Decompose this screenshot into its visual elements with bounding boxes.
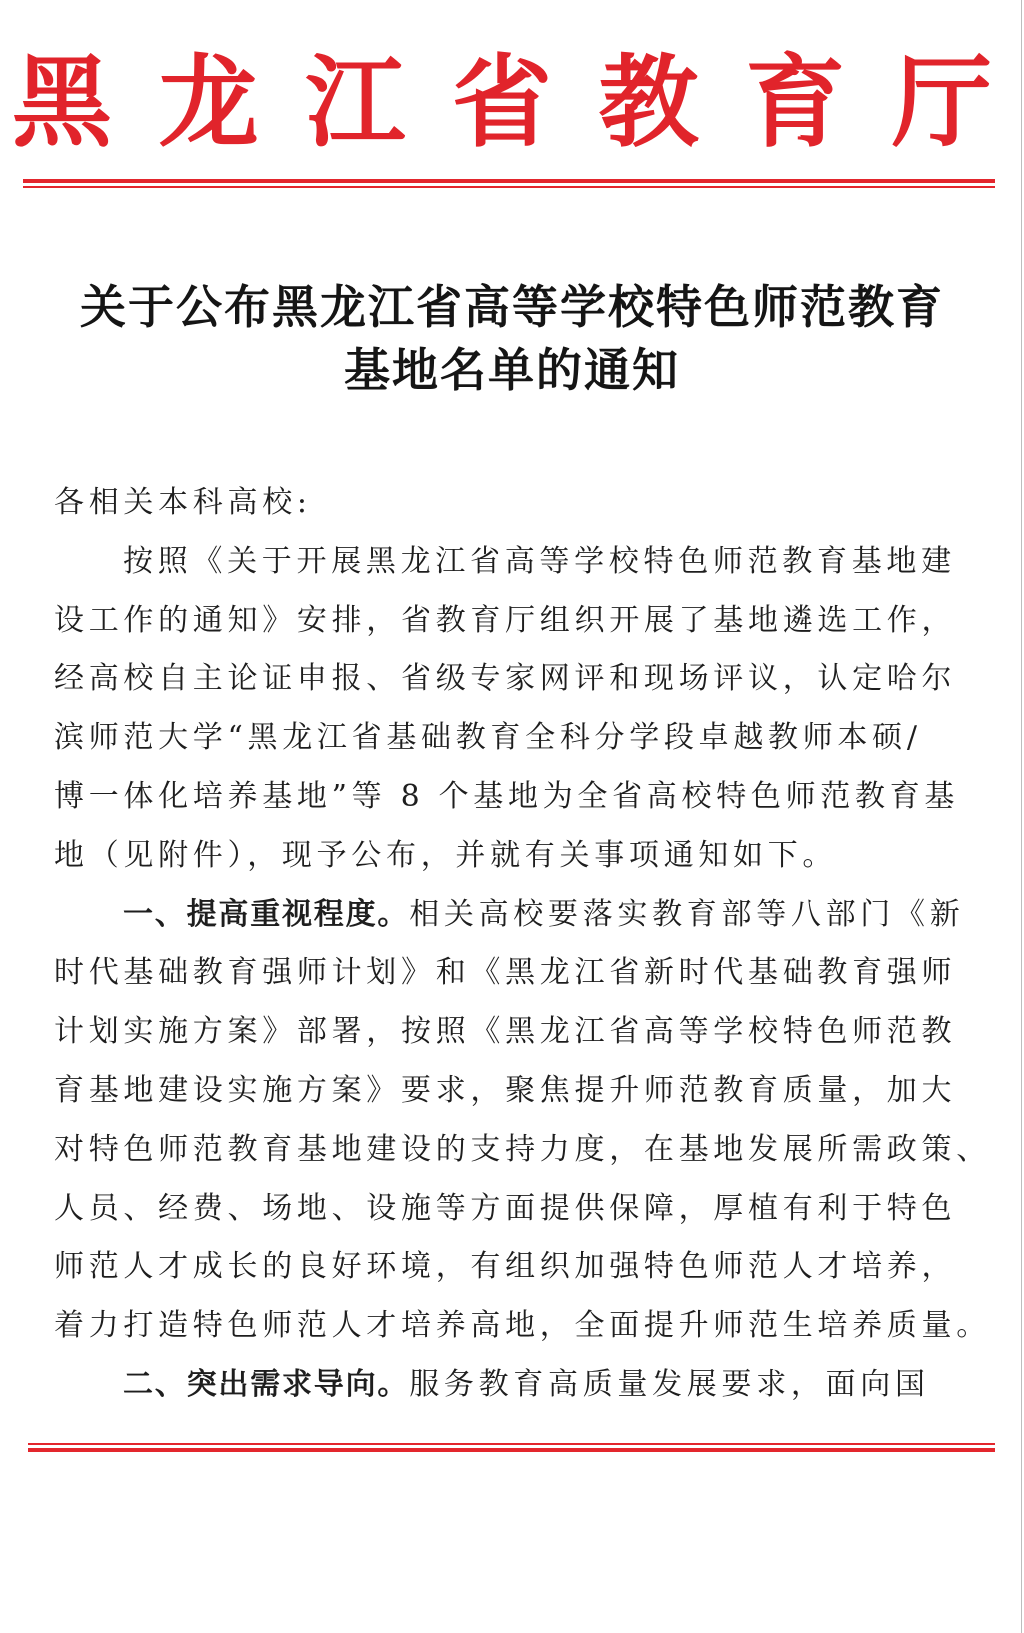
body-line: 计划实施方案》部署，按照《黑龙江省高等学校特色师范教	[54, 1014, 957, 1050]
body-line	[54, 886, 1014, 945]
body-line: 育基地建设实施方案》要求，聚焦提升师范教育质量，加大	[54, 1072, 957, 1108]
body-line: 博一体化培养基地”等 8 个基地为全省高校特色师范教育基	[54, 778, 960, 814]
footer-rule-thin	[28, 1443, 995, 1445]
letterhead-char: 省	[451, 43, 552, 161]
letterhead-char: 江	[305, 43, 406, 161]
body-line-text: 相关高校要落实教育部等八部门《新	[409, 896, 965, 932]
body-line: 按照《关于开展黑龙江省高等学校特色师范教育基地建	[123, 543, 956, 579]
document-body	[54, 474, 1014, 1415]
body-line: 地（见附件），现予公布，并就有关事项通知如下。	[54, 837, 838, 873]
salutation: 各相关本科高校:	[54, 485, 312, 520]
body-line: 着力打造特色师范人才培养高地，全面提升师范生培养质量。	[54, 1308, 991, 1344]
header-rule-thick	[23, 179, 995, 183]
title-line: 基地名单的通知	[344, 343, 680, 397]
body-line: 设工作的通知》安排，省教育厅组织开展了基地遴选工作，	[54, 602, 957, 638]
footer-rule-thick	[28, 1448, 995, 1452]
body-line: 滨师范大学“黑龙江省基础教育全科分学段卓越教师本硕/	[54, 720, 922, 756]
body-line: 对特色师范教育基地建设的支持力度，在基地发展所需政策、	[54, 1131, 991, 1167]
letterhead-char: 育	[745, 43, 846, 161]
body-line: 师范人才成长的良好环境，有组织加强特色师范人才培养，	[54, 1249, 957, 1285]
letterhead-char: 龙	[158, 43, 259, 161]
body-line: 时代基础教育强师计划》和《黑龙江省新时代基础教育强师	[54, 955, 957, 991]
letterhead	[12, 43, 992, 161]
header-rule-thin	[23, 186, 995, 188]
section-heading: 一、提高重视程度。	[123, 896, 410, 932]
body-line: 人员、经费、场地、设施等方面提供保障，厚植有利于特色	[54, 1190, 957, 1226]
scan-edge-line	[1021, 0, 1022, 1633]
letterhead-char: 厅	[891, 43, 992, 161]
body-line-text: 服务教育高质量发展要求，面向国	[409, 1366, 930, 1402]
document-title	[0, 276, 1024, 402]
body-line: 经高校自主论证申报、省级专家网评和现场评议，认定哈尔	[54, 661, 957, 697]
body-line	[54, 1356, 1014, 1415]
paragraph-3	[54, 1356, 1014, 1415]
letterhead-char: 黑	[12, 43, 112, 161]
section-heading: 二、突出需求导向。	[123, 1366, 410, 1402]
paragraph-2	[54, 886, 1014, 1356]
title-line: 关于公布黑龙江省高等学校特色师范教育	[80, 280, 944, 334]
paragraph-1	[54, 533, 1014, 886]
letterhead-char: 教	[598, 43, 699, 161]
